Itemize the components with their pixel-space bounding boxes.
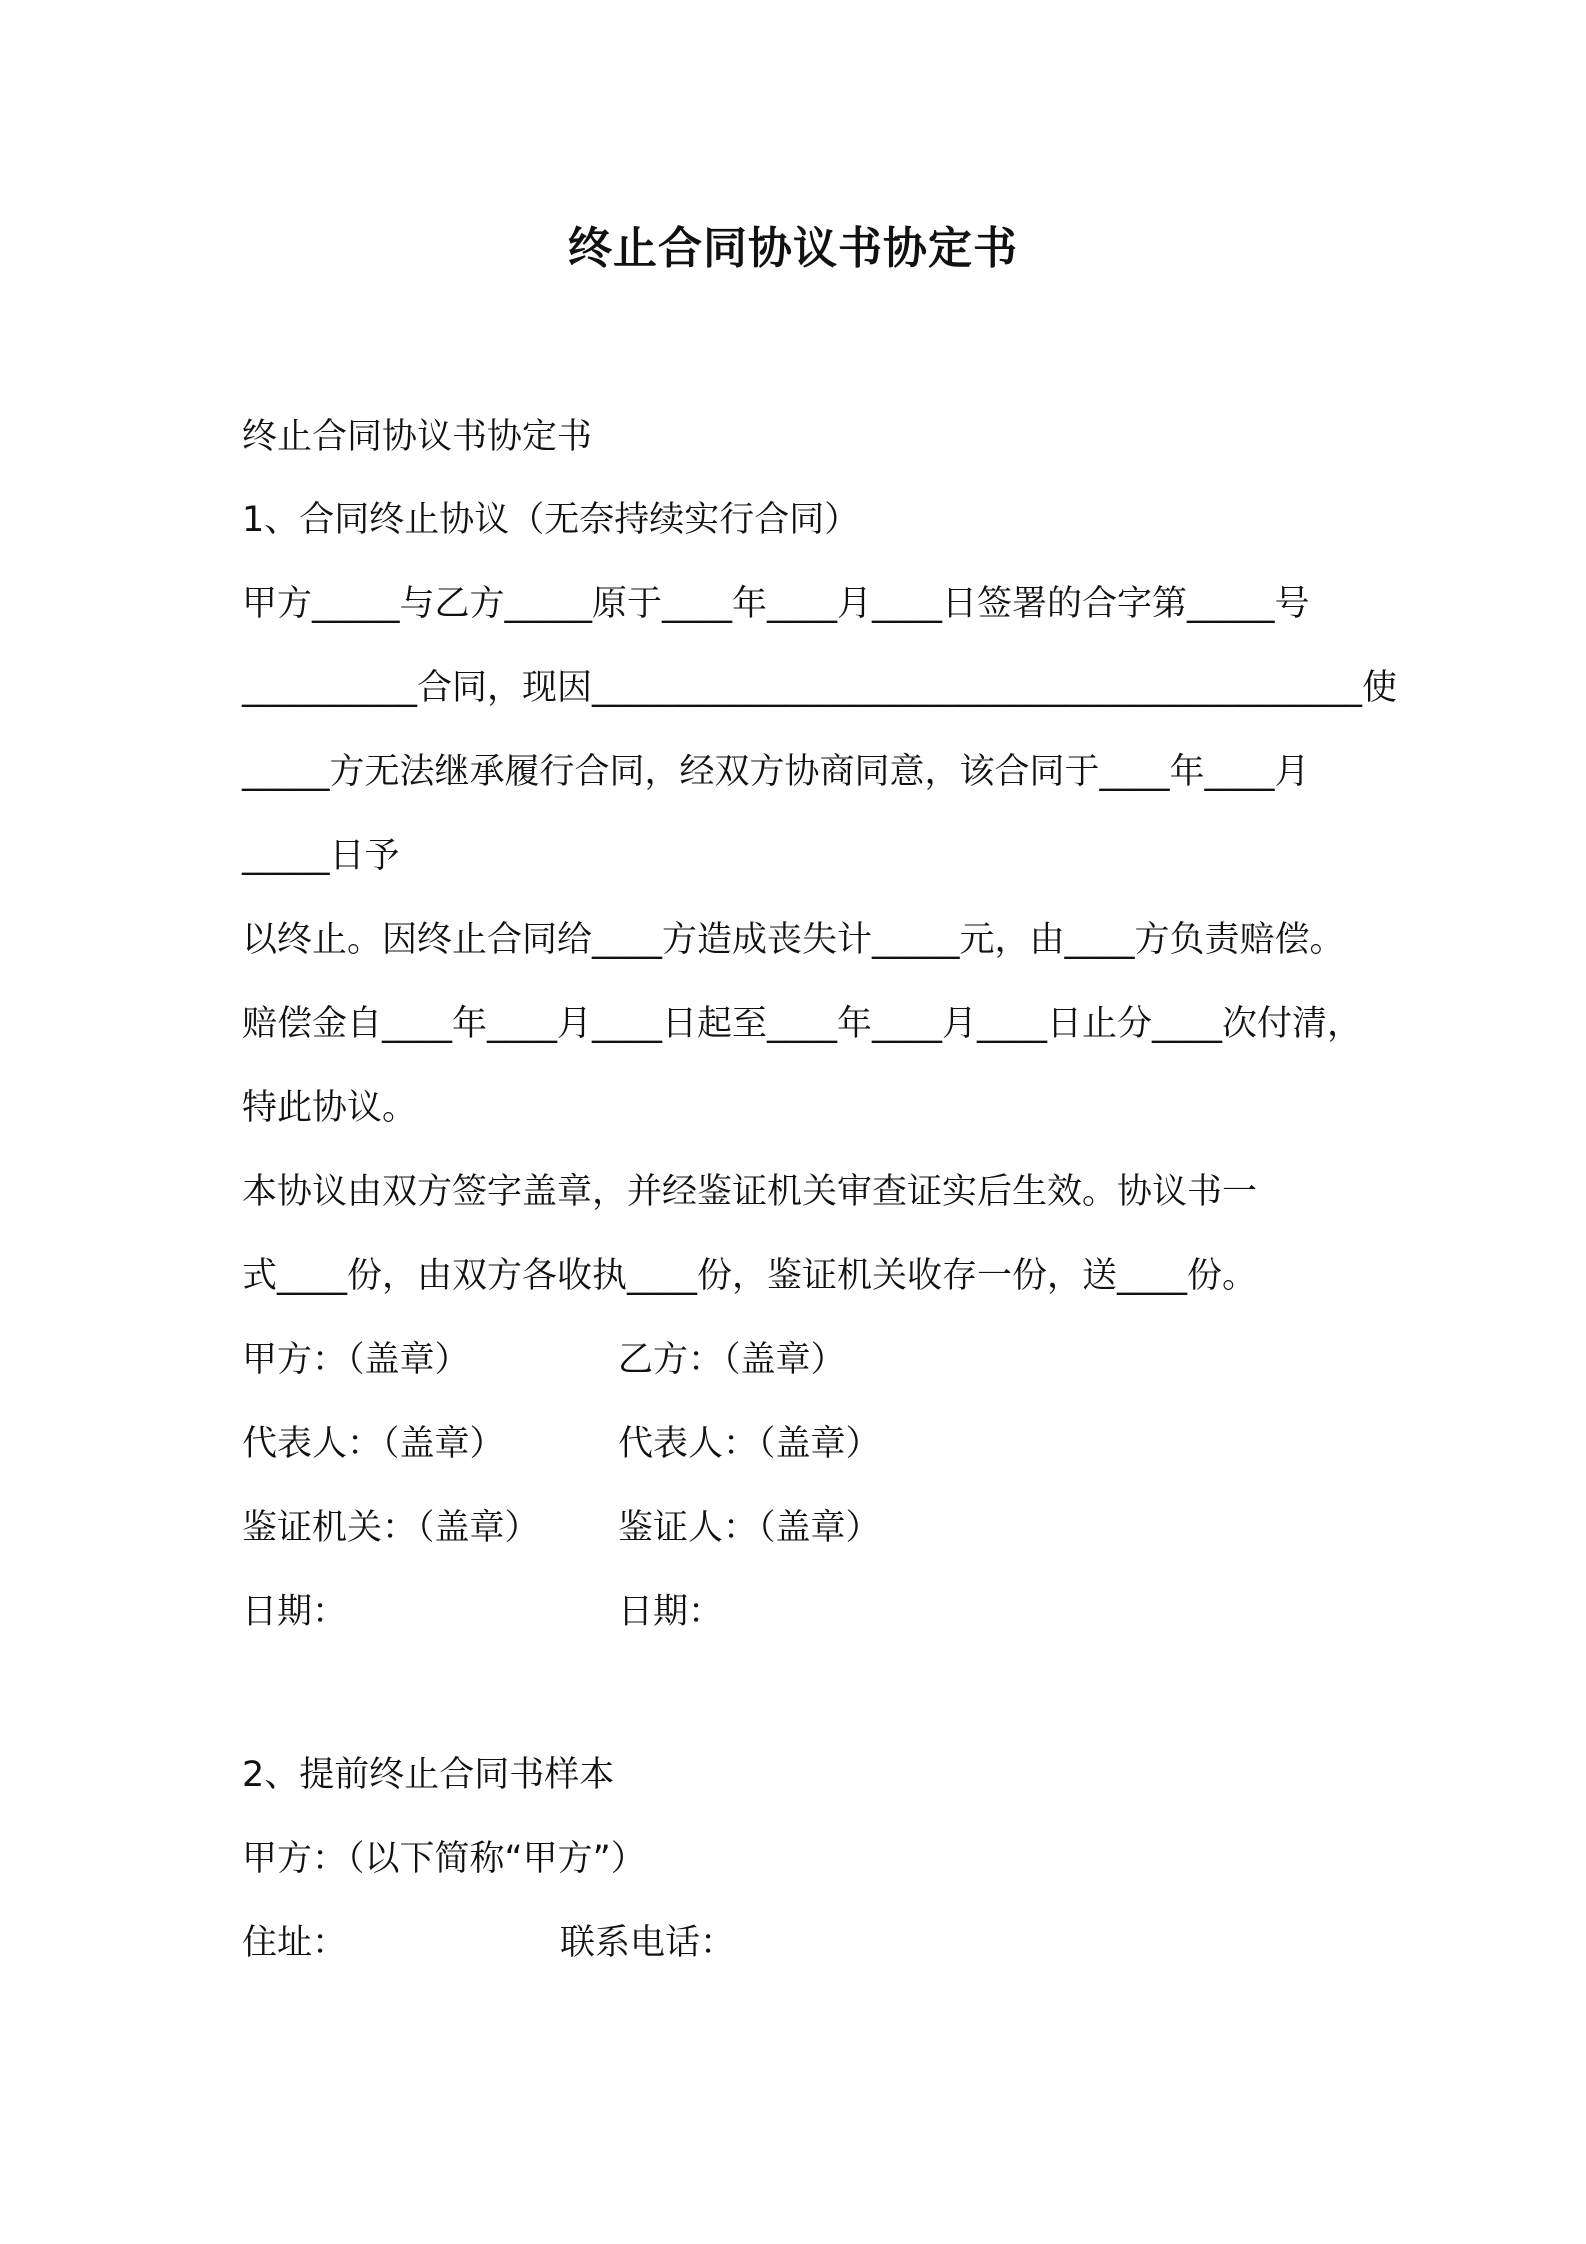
section2-phone-label: 联系电话：: [560, 1923, 736, 1963]
section1-line-2: __________合同，现因____________________________________________使: [242, 668, 1398, 708]
signature-party-b: 乙方：（盖章）: [618, 1340, 846, 1380]
section1-line-9: 式____份，由双方各收执____份，鉴证机关收存一份，送____份。: [242, 1256, 1258, 1296]
signature-witness: 鉴证人：（盖章）: [618, 1508, 881, 1548]
section1-line-8: 本协议由双方签字盖章，并经鉴证机关审查证实后生效。协议书一: [242, 1172, 1258, 1212]
section1-line-6: 赔偿金自____年____月____日起至____年____月____日止分____次付清，: [242, 1004, 1363, 1044]
section2-heading: 2、提前终止合同书样本: [242, 1755, 615, 1795]
signature-representative-a: 代表人：（盖章）: [242, 1424, 505, 1464]
section1-line-4: _____日予: [242, 836, 400, 876]
section1-line-7: 特此协议。: [242, 1088, 418, 1128]
section1-heading: 1、合同终止协议（无奈持续实行合同）: [242, 500, 860, 540]
section1-line-5: 以终止。因终止合同给____方造成丧失计_____元，由____方负责赔偿。: [242, 920, 1345, 960]
section1-line-3: _____方无法继承履行合同，经双方协商同意，该合同于____年____月: [242, 752, 1310, 792]
document-title: 终止合同协议书协定书: [568, 223, 1018, 274]
signature-date-left: 日期：: [242, 1592, 348, 1632]
signature-authority: 鉴证机关：（盖章）: [242, 1508, 540, 1548]
section2-party-a: 甲方：（以下简称“甲方”）: [242, 1839, 646, 1879]
signature-date-right: 日期：: [618, 1592, 724, 1632]
section2-address-label: 住址：: [242, 1923, 348, 1963]
signature-party-a: 甲方：（盖章）: [242, 1340, 470, 1380]
signature-representative-b: 代表人：（盖章）: [618, 1424, 881, 1464]
document-subtitle: 终止合同协议书协定书: [242, 417, 593, 457]
section1-line-1: 甲方_____与乙方_____原于____年____月____日签署的合字第_____号: [242, 584, 1310, 624]
